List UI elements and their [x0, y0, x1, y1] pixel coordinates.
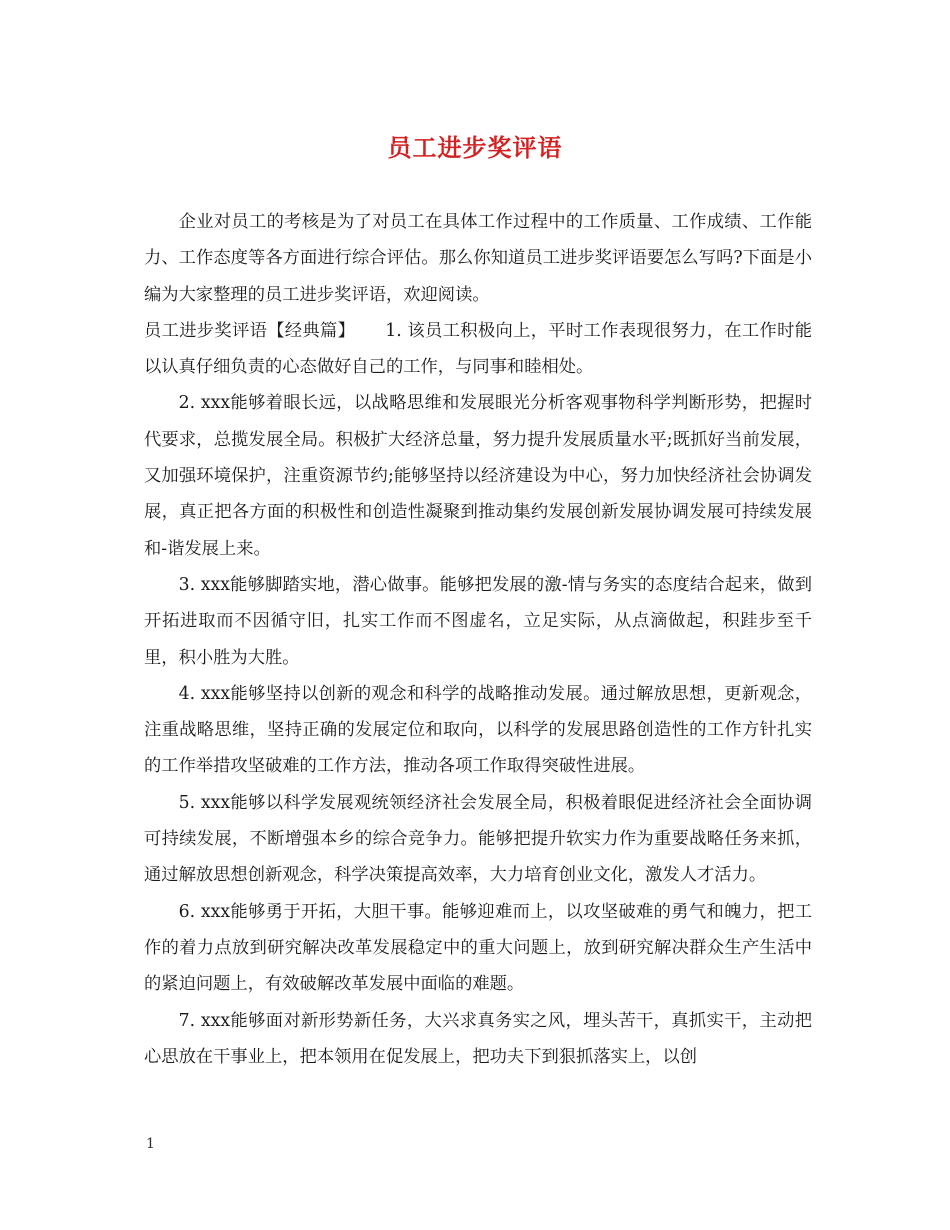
list-item: 7. xxx能够面对新形势新任务，大兴求真务实之风，埋头苦干，真抓实干，主动把心思放在干事业上，把本领用在促发展上，把功夫下到狠抓落实上，以创: [144, 1010, 812, 1067]
document-title: 员工进步奖评语: [387, 133, 563, 162]
list-item: 6. xxx能够勇于开拓，大胆干事。能够迎难而上，以攻坚破难的勇气和魄力，把工作的着力点放到研究解决改革发展稳定中的重大问题上，放到研究解决群众生产生活中的紧迫问题上，有效破解改革发展中面临的难题。: [144, 901, 812, 995]
list-item: 4. xxx能够坚持以创新的观念和科学的战略推动发展。通过解放思想，更新观念，注重战略思维，坚持正确的发展定位和取向，以科学的发展思路创造性的工作方针扎实的工作举措攻坚破难的工作方法，推动各项工作取得突破性进展。: [144, 683, 812, 777]
section-paragraph: [144, 313, 812, 386]
page-number: 1: [146, 1136, 155, 1152]
list-item: 5. xxx能够以科学发展观统领经济社会发展全局，积极着眼促进经济社会全面协调可持续发展，不断增强本乡的综合竞争力。能够把提升软实力作为重要战略任务来抓，通过解放思想创新观念，科学决策提高效率，大力培育创业文化，激发人才活力。: [144, 792, 812, 886]
document-body: [144, 204, 812, 1075]
intro-paragraph: 企业对员工的考核是为了对员工在具体工作过程中的工作质量、工作成绩、工作能力、工作态度等各方面进行综合评估。那么你知道员工进步奖评语要怎么写吗?下面是小编为大家整理的员工进步奖评语，欢迎阅读。: [144, 212, 812, 305]
list-item: 2. xxx能够着眼长远，以战略思维和发展眼光分析客观事物科学判断形势，把握时代要求，总揽发展全局。积极扩大经济总量，努力提升发展质量水平;既抓好当前发展，又加强环境保护，注重资源节约;能够坚持以经济建设为中心，努力加快经济社会协调发展，真正把各方面的积极性和创造性凝聚到推动集约发展创新发展协调发展可持续发展和-谐发展上来。: [144, 393, 812, 559]
item-1-text: 1. 该员工积极向上，平时工作表现很努力，在工作时能以认真仔细负责的心态做好自己的工作，与同事和睦相处。: [144, 320, 812, 378]
list-item: 3. xxx能够脚踏实地，潜心做事。能够把发展的激-情与务实的态度结合起来，做到开拓进取而不因循守旧，扎实工作而不图虚名，立足实际，从点滴做起，积跬步至千里，积小胜为大胜。: [144, 574, 812, 668]
section-title: 员工进步奖评语【经典篇】: [144, 320, 356, 341]
